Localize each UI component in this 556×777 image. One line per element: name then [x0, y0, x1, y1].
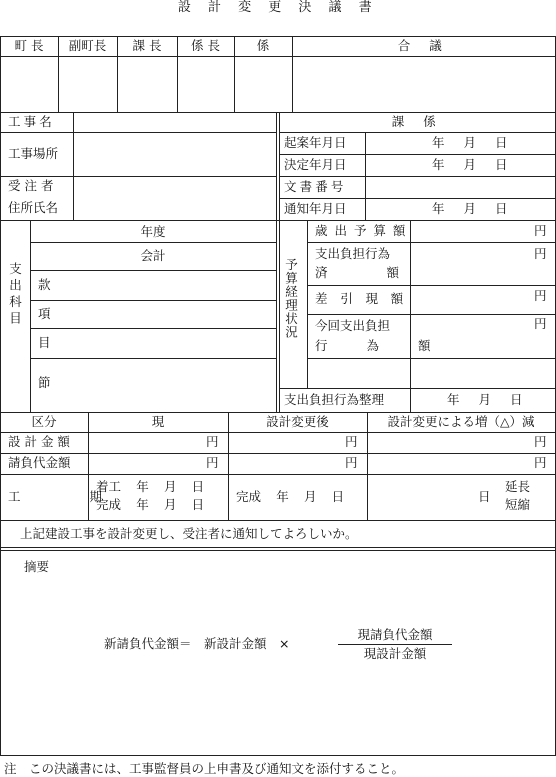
sabiki-label: 差 引 現 額 [315, 291, 408, 306]
kouki-day: 日 [478, 489, 491, 504]
approval-col-fukuchocho: 副町長 [68, 38, 107, 53]
konkai-label-2: 行 為 額 [315, 338, 448, 353]
contractor-address-label: 住所氏名 [8, 200, 59, 215]
footnote: 注 この決議書には、工事監督員の上申書及び通知文を添付すること。 [4, 761, 405, 776]
kian-date: 年 月 日 [432, 135, 515, 150]
zougen-header: 設計変更による増（△）減 [387, 414, 535, 429]
sekkei-gen-yen: 円 [206, 434, 219, 449]
gen-header: 現 [151, 414, 165, 429]
page-title: 設 計 変 更 決 議 書 [177, 0, 379, 15]
kansei-date-gen: 完成 年 月 日 [96, 497, 205, 512]
kettei-label: 決定年月日 [284, 157, 347, 172]
futan-label-1: 支出負担行為 [315, 246, 391, 261]
konkai-yen: 円 [534, 316, 547, 331]
contractor-label: 受 注 者 [8, 178, 54, 193]
sekkei-zougen-yen: 円 [534, 434, 547, 449]
project-name-label: 工事名 [8, 114, 55, 129]
tanshuku-label: 短縮 [505, 497, 531, 512]
seiri-date: 年 月 日 [447, 392, 530, 407]
bunsho-label: 文書番号 [284, 179, 347, 194]
approval-col-kacho: 課 長 [132, 38, 162, 53]
saishutsu-yen: 円 [534, 223, 547, 238]
formula-numerator: 現請負代金額 [357, 627, 433, 642]
tsuchi-date: 年 月 日 [432, 201, 515, 216]
futan-yen: 円 [534, 246, 547, 261]
kubun-header: 区分 [31, 414, 57, 429]
henkogo-header: 設計変更後 [266, 414, 329, 429]
approval-col-chocho: 町 長 [14, 38, 44, 53]
ukeoi-label: 請負代金額 [8, 455, 71, 470]
kan-label: 款 [38, 277, 51, 292]
tsuchi-label: 通知年月日 [284, 201, 347, 216]
saishutsu-label: 歳 出 予 算 額 [315, 223, 407, 238]
formula-left: 新請負代金額＝ 新設計金額 × [104, 636, 290, 651]
shishutsu-label: 支出科目 [7, 262, 23, 328]
sabiki-yen: 円 [534, 288, 547, 303]
setsu-label: 節 [38, 375, 51, 390]
ukeoi-gen-yen: 円 [206, 455, 219, 470]
approval-gogi: 合 議 [397, 38, 450, 53]
konkai-label-1: 今回支出負担 [315, 318, 391, 333]
kouki-label: 工 期 [8, 489, 135, 504]
statement-text: 上記建設工事を設計変更し、受注者に通知してよろしいか。 [20, 526, 358, 541]
approval-col-kakari: 係 [256, 38, 270, 53]
ukeoi-henkogo-yen: 円 [345, 455, 358, 470]
yosan-label: 予算経理状況 [283, 258, 299, 339]
section-label: 課 係 [391, 114, 444, 129]
approval-col-kakaricho: 係 長 [191, 38, 220, 53]
sekkei-henkogo-yen: 円 [345, 434, 358, 449]
kian-label: 起案年月日 [284, 135, 347, 150]
seiri-label: 支出負担行為整理 [284, 392, 385, 407]
formula-denominator: 現設計金額 [363, 646, 427, 661]
moku-label: 目 [38, 335, 51, 350]
kaikei-label: 会計 [140, 248, 166, 263]
encho-label: 延長 [505, 479, 531, 494]
futan-label-2: 済 額 [315, 265, 427, 280]
nendo-label: 年度 [140, 224, 166, 239]
kou-label: 項 [38, 306, 51, 321]
project-place-label: 工事場所 [8, 146, 59, 161]
kettei-date: 年 月 日 [432, 157, 515, 172]
kansei-date-henkogo: 完成 年 月 日 [236, 489, 345, 504]
sekkei-label: 設 計 金 額 [8, 434, 70, 449]
chakko-date: 着工 年 月 日 [96, 479, 205, 494]
tekiyo-label: 摘要 [24, 559, 50, 574]
ukeoi-zougen-yen: 円 [534, 455, 547, 470]
